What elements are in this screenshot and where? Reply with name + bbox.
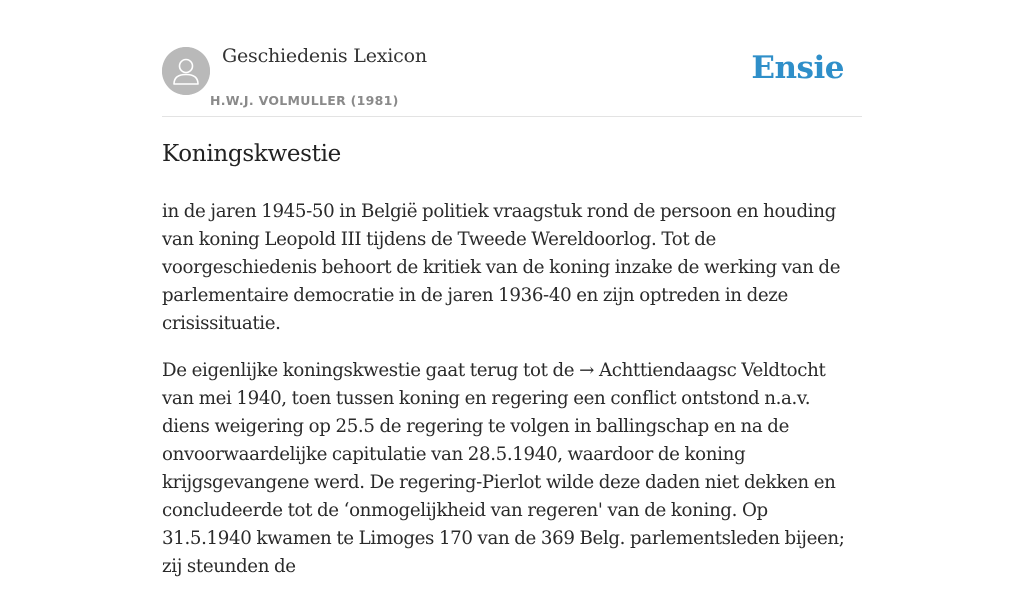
- brand-logo-link[interactable]: Ensie: [751, 50, 844, 86]
- article-title: Koningskwestie: [162, 141, 341, 167]
- article-paragraph-1: in de jaren 1945-50 in België politiek vraagstuk rond de persoon en houding van koning Leopold III tijdens de Tweede Wereldoorlog. Tot de voorgeschiedenis behoort de kritiek van de koning inzake de werking van de parlementaire democratie in de jaren 1936-40 en zijn optreden in deze crisissituatie.: [162, 201, 841, 334]
- paragraph-2-text-after: van mei 1940, toen tussen koning en regering een conflict ontstond n.a.v. diens weigering op 25.5 de regering te volgen in ballingschap en na de onvoorwaardelijke capitulatie van 28.5.1940, waardoor de koning krijgsgevangene werd. De regering-Pierlot wilde deze daden niet dekken en concludeerde tot de ‘onmogelijkheid van regeren' van de koning. Op 31.5.1940 kwamen te Limoges 170 van de 369 Belg. parlementsleden bijeen; zij steunden de: [162, 388, 845, 577]
- avatar-graphic: [162, 47, 210, 95]
- article-body: [162, 138, 862, 600]
- cross-reference-link[interactable]: → Achttiendaagsc Veldtocht: [579, 360, 826, 381]
- paragraph-2-text-before: De eigenlijke koningskwestie gaat terug tot de: [162, 360, 580, 381]
- source-author[interactable]: H.W.J. VOLMULLER (1981): [210, 93, 399, 108]
- source-title[interactable]: Geschiedenis Lexicon: [222, 45, 427, 67]
- user-silhouette-icon[interactable]: [162, 47, 210, 95]
- source-header: [162, 0, 862, 117]
- article-paragraph-2: [162, 357, 862, 581]
